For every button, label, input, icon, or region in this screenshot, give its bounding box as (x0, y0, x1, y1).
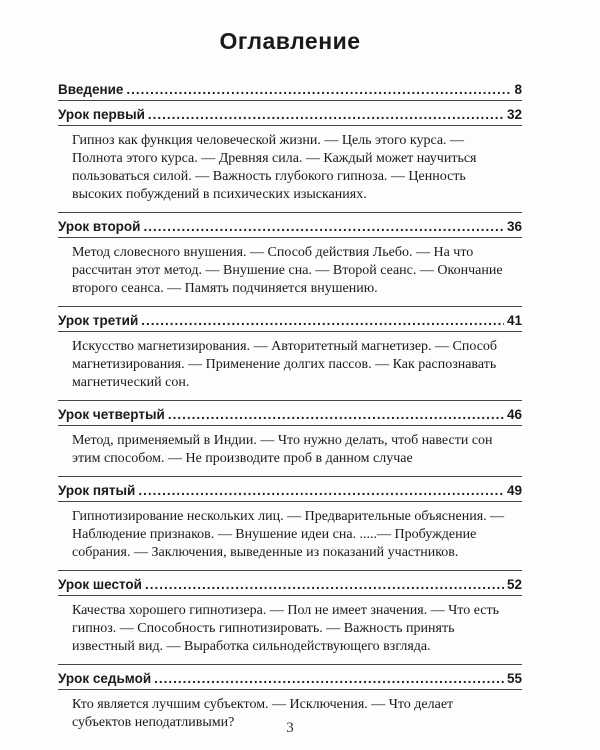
leader-dots (168, 407, 504, 422)
toc-page-number: 55 (506, 671, 522, 686)
page-number: 3 (286, 720, 294, 736)
toc-heading-label: Урок пятый (58, 483, 136, 498)
leader-dots (143, 219, 503, 234)
page-title: Оглавление (219, 28, 361, 54)
toc-heading-label: Введение (58, 82, 124, 97)
toc-page-number: 36 (506, 219, 522, 234)
toc-description: Кто является лучшим субъектом. — Исключения. — Что делает субъектов неподатливыми? (58, 689, 522, 740)
toc-page-number: 46 (506, 407, 522, 422)
leader-dots (141, 313, 504, 328)
toc-heading-label: Урок второй (58, 219, 141, 234)
toc-page-number: 41 (506, 313, 522, 328)
leader-dots (145, 577, 504, 592)
leader-dots (148, 107, 504, 122)
toc-page-number: 32 (506, 107, 522, 122)
toc-page (58, 0, 522, 750)
toc-heading (58, 101, 522, 125)
toc-page-number: 49 (506, 483, 522, 498)
toc-heading-label: Урок первый (58, 107, 145, 122)
toc-entry-intro (58, 76, 522, 101)
toc-entry-lesson-5 (58, 477, 522, 571)
toc-heading-label: Урок четвертый (58, 407, 165, 422)
toc-heading-label: Урок шестой (58, 577, 142, 592)
toc-entry-lesson-6 (58, 571, 522, 665)
leader-dots (126, 82, 511, 97)
toc-heading (58, 76, 522, 100)
toc-heading-label: Урок третий (58, 313, 139, 328)
leader-dots (154, 671, 504, 686)
toc-heading-label: Урок седьмой (58, 671, 152, 686)
toc-heading (58, 571, 522, 595)
toc-heading (58, 665, 522, 689)
toc-description: Метод, применяемый в Индии. — Что нужно делать, чтоб навести сон этим способом. — Не производите проб в данном случае (58, 425, 522, 476)
toc-description: Метод словесного внушения. — Способ действия Льебо. — На что рассчитан этот метод. — Внушение сна. — Второй сеанс. — Окончание второго сеанса. — Память подчиняется внушению. (58, 237, 522, 306)
toc-description: Гипнотизирование нескольких лиц. — Предварительные объяснения. — Наблюдение признаков. — Внушение идеи сна. .....— Пробуждение собрания. — Заключения, выведенные из показаний участников. (58, 501, 522, 570)
leader-dots (138, 483, 504, 498)
toc-entry-lesson-1 (58, 101, 522, 213)
toc-entry-lesson-3 (58, 307, 522, 401)
toc-description: Качества хорошего гипнотизера. — Пол не имеет значения. — Что есть гипноз. — Способность гипнотизировать. — Важность принять известный вид. — Выработка сильнодействующего взгляда. (58, 595, 522, 664)
toc-heading (58, 477, 522, 501)
toc-description: Гипноз как функция человеческой жизни. — Цель этого курса. — Полнота этого курса. — Древняя сила. — Каждый может научиться пользоваться силой. — Важность глубокого гипноза. — Ценность высоких побуждений в психических изысканиях. (58, 125, 522, 212)
toc-page-number: 52 (506, 577, 522, 592)
toc-page-number: 8 (514, 82, 522, 97)
toc-description: Искусство магнетизирования. — Авторитетный магнетизер. — Способ магнетизирования. — Применение долгих пассов. — Как распознавать магнетический сон. (58, 331, 522, 400)
toc-entry-lesson-4 (58, 401, 522, 477)
toc-heading (58, 401, 522, 425)
table-of-contents (58, 76, 522, 740)
toc-heading (58, 307, 522, 331)
toc-entry-lesson-2 (58, 213, 522, 307)
toc-heading (58, 213, 522, 237)
